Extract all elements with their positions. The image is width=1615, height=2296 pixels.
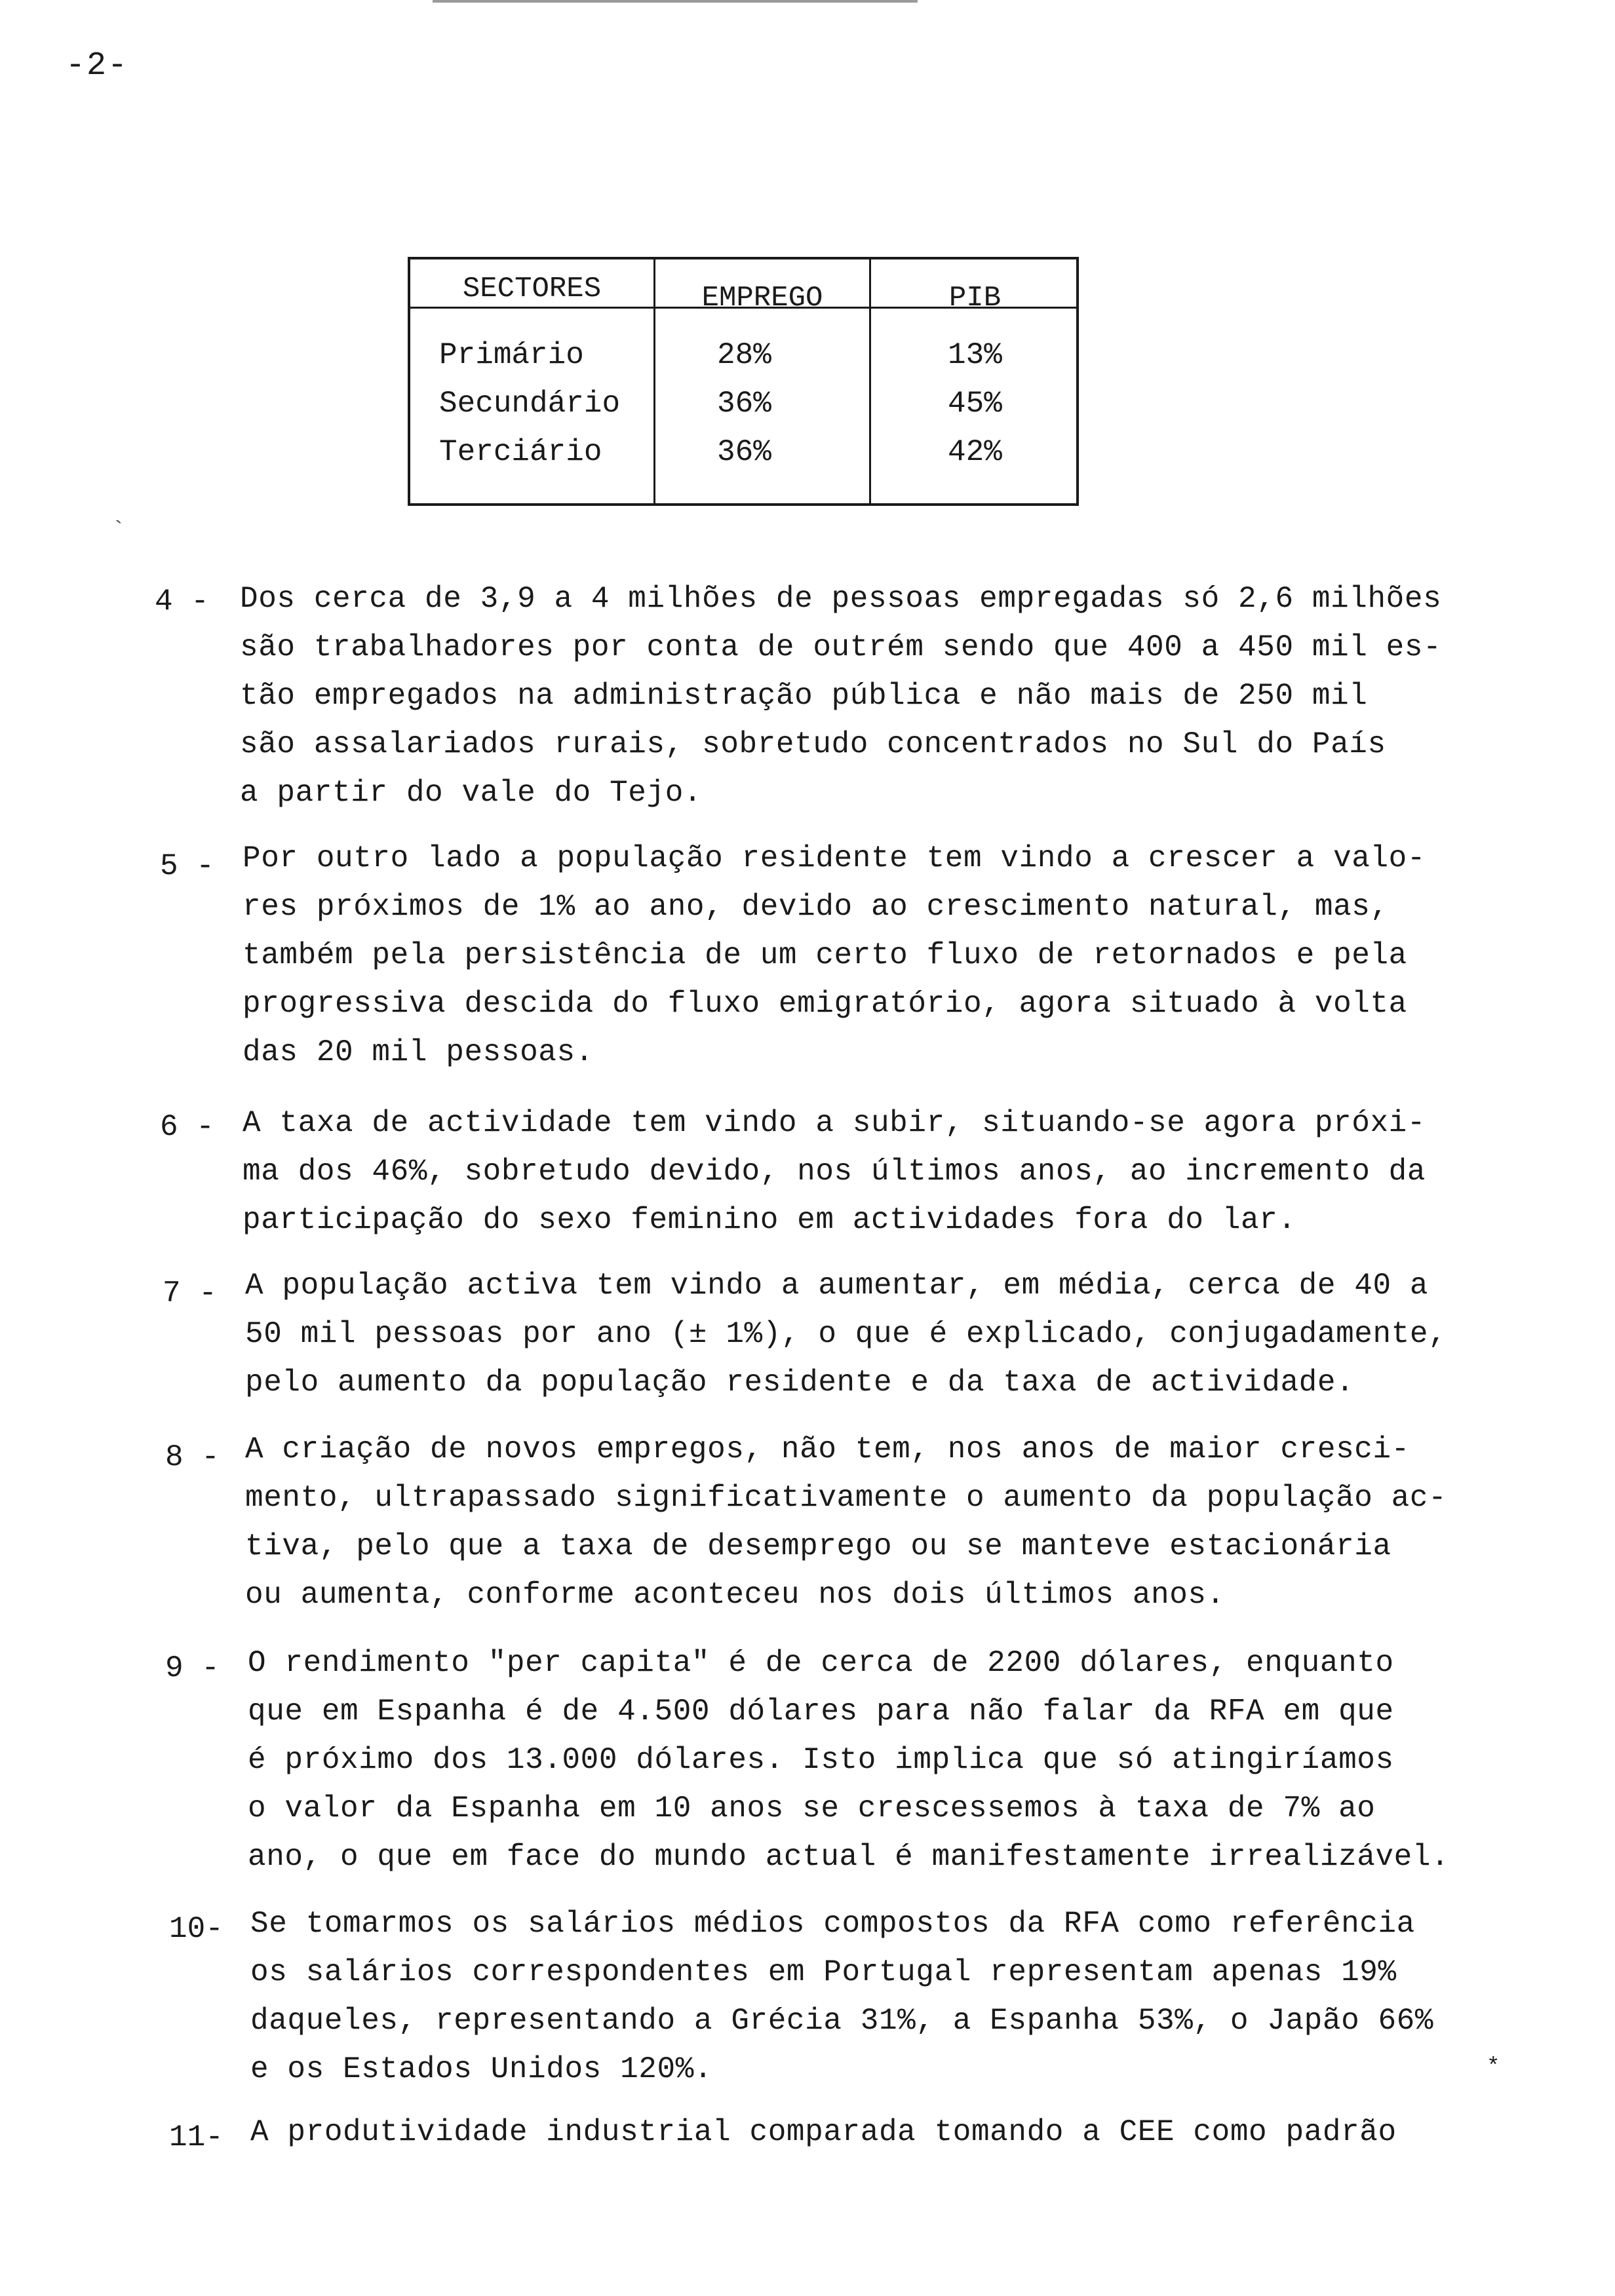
table-cell-emprego: 28% bbox=[717, 338, 771, 372]
paragraph-line: mento, ultrapassado significativamente o aumento da população ac- bbox=[245, 1481, 1447, 1515]
paragraph-line: A criação de novos empregos, não tem, nos anos de maior cresci- bbox=[245, 1432, 1410, 1466]
item-number: 11- bbox=[169, 2120, 224, 2154]
paragraph-line: e os Estados Unidos 120%. bbox=[250, 2052, 713, 2086]
page-number: -2- bbox=[66, 47, 129, 85]
paragraph-line: A produtividade industrial comparada tomando a CEE como padrão bbox=[250, 2115, 1397, 2149]
paragraph-line: O rendimento "per capita" é de cerca de 2200 dólares, enquanto bbox=[248, 1646, 1394, 1680]
paragraph-line: tão empregados na administração pública e não mais de 250 mil bbox=[240, 679, 1368, 713]
paragraph-line: participação do sexo feminino em actividades fora do lar. bbox=[243, 1203, 1296, 1237]
item-number: 7 - bbox=[163, 1276, 217, 1311]
top-edge-rule bbox=[433, 0, 918, 3]
paragraph-line: a partir do vale do Tejo. bbox=[240, 776, 703, 810]
paragraph-line: res próximos de 1% ao ano, devido ao crescimento natural, mas, bbox=[243, 890, 1389, 924]
paragraph-line: Dos cerca de 3,9 a 4 milhões de pessoas empregadas só 2,6 milhões bbox=[240, 582, 1442, 616]
paragraph-line: são assalariados rurais, sobretudo concentrados no Sul do País bbox=[240, 727, 1386, 761]
item-number: 4 - bbox=[155, 584, 209, 619]
paragraph-line: também pela persistência de um certo fluxo de retornados e pela bbox=[243, 938, 1407, 972]
table-cell-sector: Secundário bbox=[439, 387, 621, 421]
table-cell-emprego: 36% bbox=[717, 435, 771, 469]
table-cell-sector: Terciário bbox=[439, 435, 602, 469]
paragraph-line: 50 mil pessoas por ano (± 1%), o que é explicado, conjugadamente, bbox=[245, 1317, 1447, 1351]
table-cell-sector: Primário bbox=[439, 338, 584, 372]
paragraph-line: Se tomarmos os salários médios compostos da RFA como referência bbox=[250, 1907, 1415, 1941]
item-number: 9 - bbox=[165, 1651, 220, 1685]
item-number: 6 - bbox=[160, 1110, 214, 1144]
table-header-pib: PIB bbox=[948, 282, 1002, 315]
table-cell-emprego: 36% bbox=[717, 387, 771, 421]
paragraph-line: os salários correspondentes em Portugal representam apenas 19% bbox=[250, 1955, 1397, 1989]
paragraph-line: daqueles, representando a Grécia 31%, a Espanha 53%, o Japão 66% bbox=[250, 2004, 1434, 2038]
paragraph-line: A taxa de actividade tem vindo a subir, situando-se agora próxi- bbox=[243, 1106, 1426, 1140]
item-number: 8 - bbox=[165, 1440, 220, 1474]
paragraph-line: o valor da Espanha em 10 anos se crescessemos à taxa de 7% ao bbox=[248, 1791, 1376, 1826]
paragraph-line: ma dos 46%, sobretudo devido, nos últimos anos, ao incremento da bbox=[243, 1155, 1426, 1189]
item-number: 5 - bbox=[160, 849, 214, 883]
paragraph-line: tiva, pelo que a taxa de desemprego ou se manteve estacionária bbox=[245, 1529, 1391, 1563]
paragraph-line: Por outro lado a população residente tem vindo a crescer a valo- bbox=[243, 841, 1426, 875]
stray-mark: ` bbox=[111, 518, 126, 545]
paragraph-line: progressiva descida do fluxo emigratório, agora situado à volta bbox=[243, 987, 1407, 1021]
table-cell-pib: 45% bbox=[948, 387, 1002, 421]
table-cell-pib: 13% bbox=[948, 338, 1002, 372]
table-header-emprego: EMPREGO bbox=[701, 282, 823, 315]
table-cell-pib: 42% bbox=[948, 435, 1002, 469]
paragraph-line: das 20 mil pessoas. bbox=[243, 1035, 594, 1069]
paragraph-line: que em Espanha é de 4.500 dólares para não falar da RFA em que bbox=[248, 1694, 1394, 1729]
margin-mark: * bbox=[1487, 2055, 1500, 2080]
sector-table bbox=[408, 257, 1079, 506]
paragraph-line: ano, o que em face do mundo actual é manifestamente irrealizável. bbox=[248, 1840, 1450, 1874]
paragraph-line: pelo aumento da população residente e da taxa de actividade. bbox=[245, 1366, 1355, 1400]
paragraph-line: ou aumenta, conforme aconteceu nos dois últimos anos. bbox=[245, 1578, 1225, 1612]
paragraph-line: são trabalhadores por conta de outrém sendo que 400 a 450 mil es- bbox=[240, 630, 1442, 664]
paragraph-line: A população activa tem vindo a aumentar, em média, cerca de 40 a bbox=[245, 1269, 1429, 1303]
table-header-sectores: SECTORES bbox=[462, 273, 602, 305]
item-number: 10- bbox=[169, 1912, 224, 1946]
paragraph-line: é próximo dos 13.000 dólares. Isto implica que só atingiríamos bbox=[248, 1743, 1394, 1777]
